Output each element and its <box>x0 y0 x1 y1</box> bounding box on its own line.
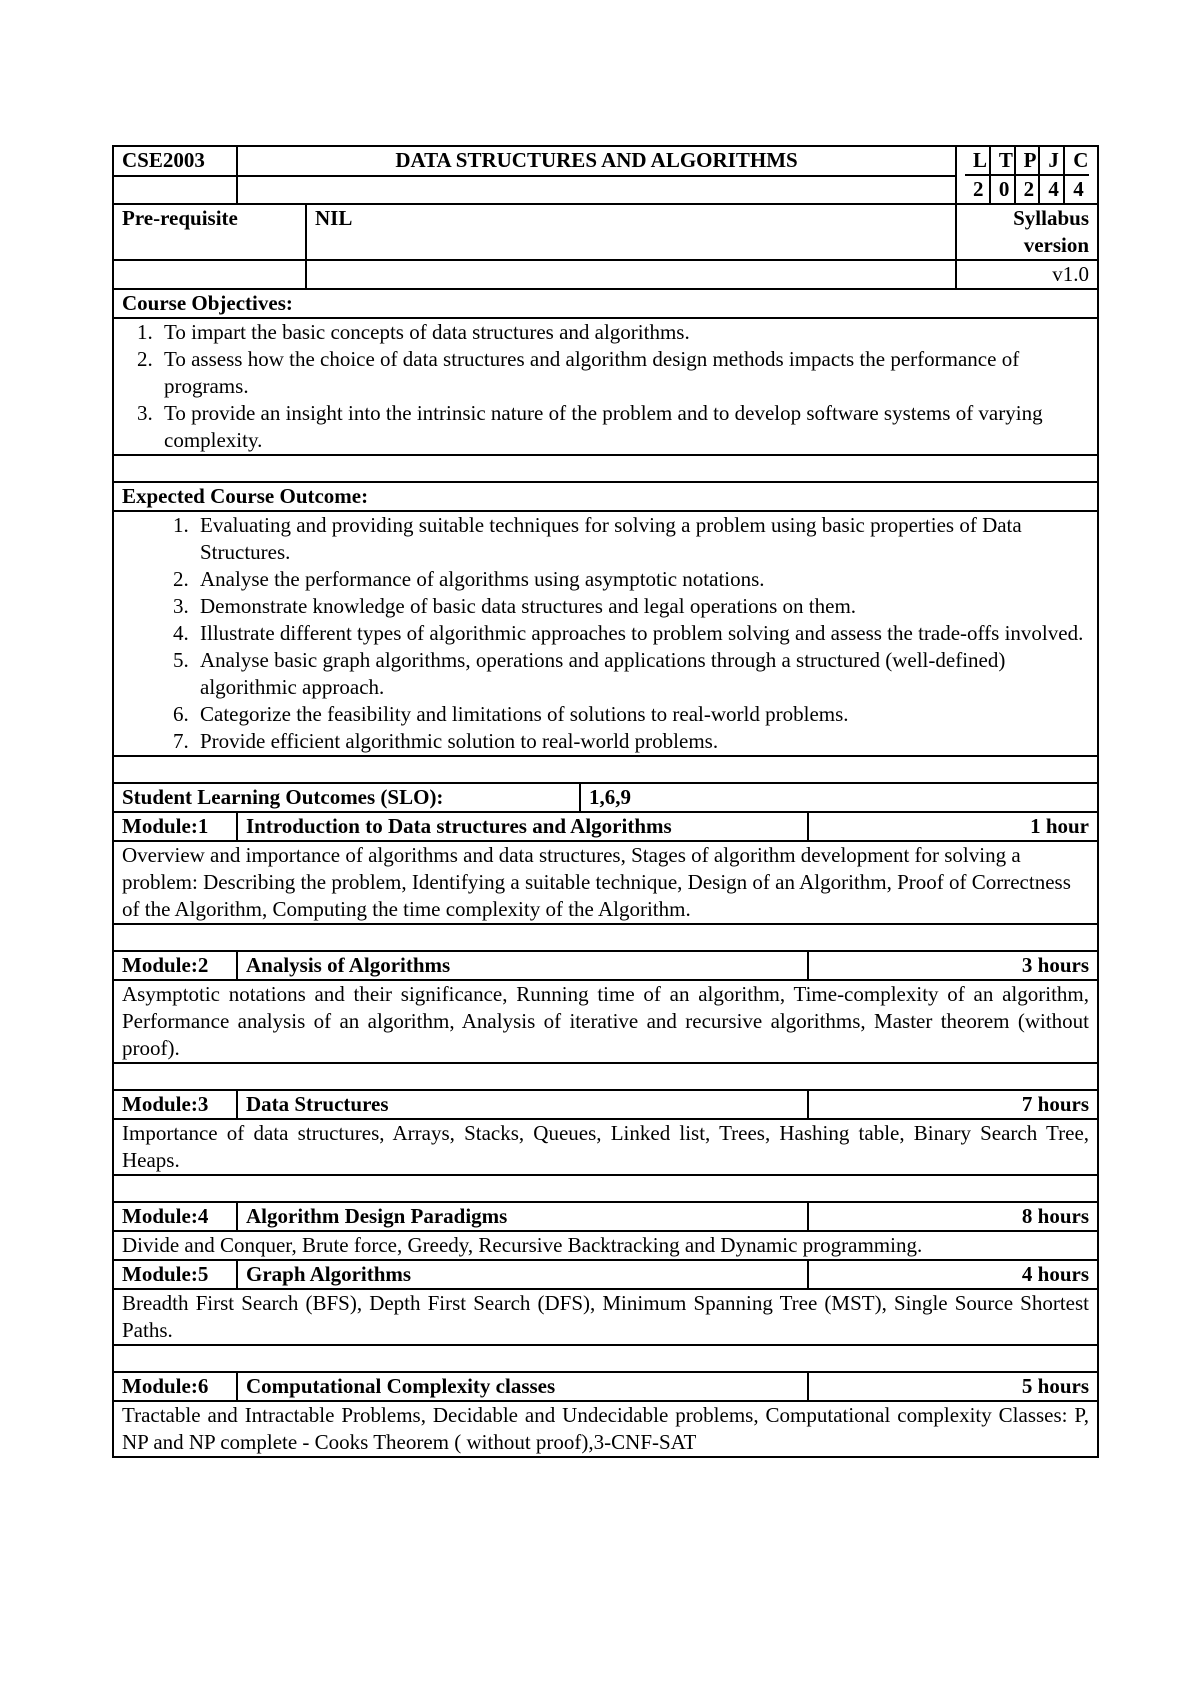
module-2-label: Module:2 <box>113 951 237 980</box>
prerequisite-label: Pre-requisite <box>113 204 306 260</box>
ltpjc-value-t: 0 <box>990 175 1015 203</box>
outcome-item: 3. Demonstrate knowledge of basic data structures and legal operations on them. <box>194 593 1089 620</box>
module-6-hours: 5 hours <box>808 1372 1098 1401</box>
spacer-row <box>113 756 1098 783</box>
outcomes-list <box>122 512 1089 755</box>
spacer-row <box>113 455 1098 482</box>
module-5-title: Graph Algorithms <box>237 1260 808 1289</box>
module-2-content: Asymptotic notations and their significance, Running time of an algorithm, Time-complexity of an algorithm, Performance analysis of an algorithm, Analysis of iterative and recursive algorithms, Master theorem (without proof). <box>113 980 1098 1063</box>
spacer-row <box>113 1345 1098 1372</box>
syllabus-document <box>112 145 1097 1458</box>
module-1-label: Module:1 <box>113 812 237 841</box>
slo-label: Student Learning Outcomes (SLO): <box>113 783 580 812</box>
empty-cell <box>113 176 237 204</box>
objectives-heading: Course Objectives: <box>113 289 1098 318</box>
outcome-item: 6. Categorize the feasibility and limitations of solutions to real-world problems. <box>194 701 1089 728</box>
objective-item: 1. To impart the basic concepts of data structures and algorithms. <box>158 319 1089 346</box>
objectives-body <box>113 318 1098 455</box>
ltpjc-label-t: T <box>990 147 1015 175</box>
module-6-label: Module:6 <box>113 1372 237 1401</box>
spacer-row <box>113 1063 1098 1090</box>
module-4-label: Module:4 <box>113 1202 237 1231</box>
syllabus-table <box>112 145 1099 1458</box>
ltpjc-value-c: 4 <box>1064 175 1089 203</box>
outcome-item: 7. Provide efficient algorithmic solution to real-world problems. <box>194 728 1089 755</box>
module-3-content: Importance of data structures, Arrays, Stacks, Queues, Linked list, Trees, Hashing table, Binary Search Tree, Heaps. <box>113 1119 1098 1175</box>
module-5-hours: 4 hours <box>808 1260 1098 1289</box>
module-4-title: Algorithm Design Paradigms <box>237 1202 808 1231</box>
ltpjc-value-l: 2 <box>965 175 990 203</box>
syllabus-version-label: Syllabus version <box>956 204 1098 260</box>
empty-cell <box>113 260 306 289</box>
module-4-content: Divide and Conquer, Brute force, Greedy, Recursive Backtracking and Dynamic programming. <box>113 1231 1098 1260</box>
syllabus-version-value: v1.0 <box>956 260 1098 289</box>
slo-value: 1,6,9 <box>580 783 1098 812</box>
empty-cell <box>237 176 956 204</box>
outcome-item: 5. Analyse basic graph algorithms, operations and applications through a structured (well-defined) algorithmic approach. <box>194 647 1089 701</box>
spacer-row <box>113 924 1098 951</box>
ltpjc-label-c: C <box>1064 147 1089 175</box>
module-6-title: Computational Complexity classes <box>237 1372 808 1401</box>
outcomes-heading: Expected Course Outcome: <box>113 482 1098 511</box>
objectives-list <box>122 319 1089 454</box>
module-5-content: Breadth First Search (BFS), Depth First Search (DFS), Minimum Spanning Tree (MST), Single Source Shortest Paths. <box>113 1289 1098 1345</box>
ltpjc-label-l: L <box>973 148 988 172</box>
module-1-content: Overview and importance of algorithms and data structures, Stages of algorithm development for solving a problem: Describing the problem, Identifying a suitable technique, Design of an Algorithm, Proof of Correctness of the Algorithm, Computing the time complexity of the Algorithm. <box>113 841 1098 924</box>
objective-item: 3. To provide an insight into the intrinsic nature of the problem and to develop software systems of varying complexity. <box>158 400 1089 454</box>
prerequisite-value: NIL <box>306 204 956 260</box>
empty-cell <box>306 260 956 289</box>
module-1-hours: 1 hour <box>808 812 1098 841</box>
module-6-content: Tractable and Intractable Problems, Decidable and Undecidable problems, Computational complexity Classes: P, NP and NP complete - Cooks Theorem ( without proof),3-CNF-SAT <box>113 1401 1098 1457</box>
ltpjc-table <box>965 147 1089 203</box>
ltpjc-label-p: P <box>1015 147 1040 175</box>
module-3-label: Module:3 <box>113 1090 237 1119</box>
outcomes-body <box>113 511 1098 756</box>
course-code: CSE2003 <box>113 146 237 176</box>
outcome-item: 2. Analyse the performance of algorithms using asymptotic notations. <box>194 566 1089 593</box>
spacer-row <box>113 1175 1098 1202</box>
module-3-title: Data Structures <box>237 1090 808 1119</box>
ltpjc-label-j: J <box>1039 147 1064 175</box>
module-2-title: Analysis of Algorithms <box>237 951 808 980</box>
module-5-label: Module:5 <box>113 1260 237 1289</box>
objective-item: 2. To assess how the choice of data structures and algorithm design methods impacts the performance of programs. <box>158 346 1089 400</box>
outcome-item: 4. Illustrate different types of algorithmic approaches to problem solving and assess the trade-offs involved. <box>194 620 1089 647</box>
module-4-hours: 8 hours <box>808 1202 1098 1231</box>
ltpjc-box <box>956 146 1098 204</box>
module-1-title: Introduction to Data structures and Algorithms <box>237 812 808 841</box>
ltpjc-value-j: 4 <box>1039 175 1064 203</box>
module-2-hours: 3 hours <box>808 951 1098 980</box>
module-3-hours: 7 hours <box>808 1090 1098 1119</box>
ltpjc-value-p: 2 <box>1015 175 1040 203</box>
course-title: DATA STRUCTURES AND ALGORITHMS <box>237 146 956 176</box>
outcome-item: 1. Evaluating and providing suitable techniques for solving a problem using basic properties of Data Structures. <box>194 512 1089 566</box>
